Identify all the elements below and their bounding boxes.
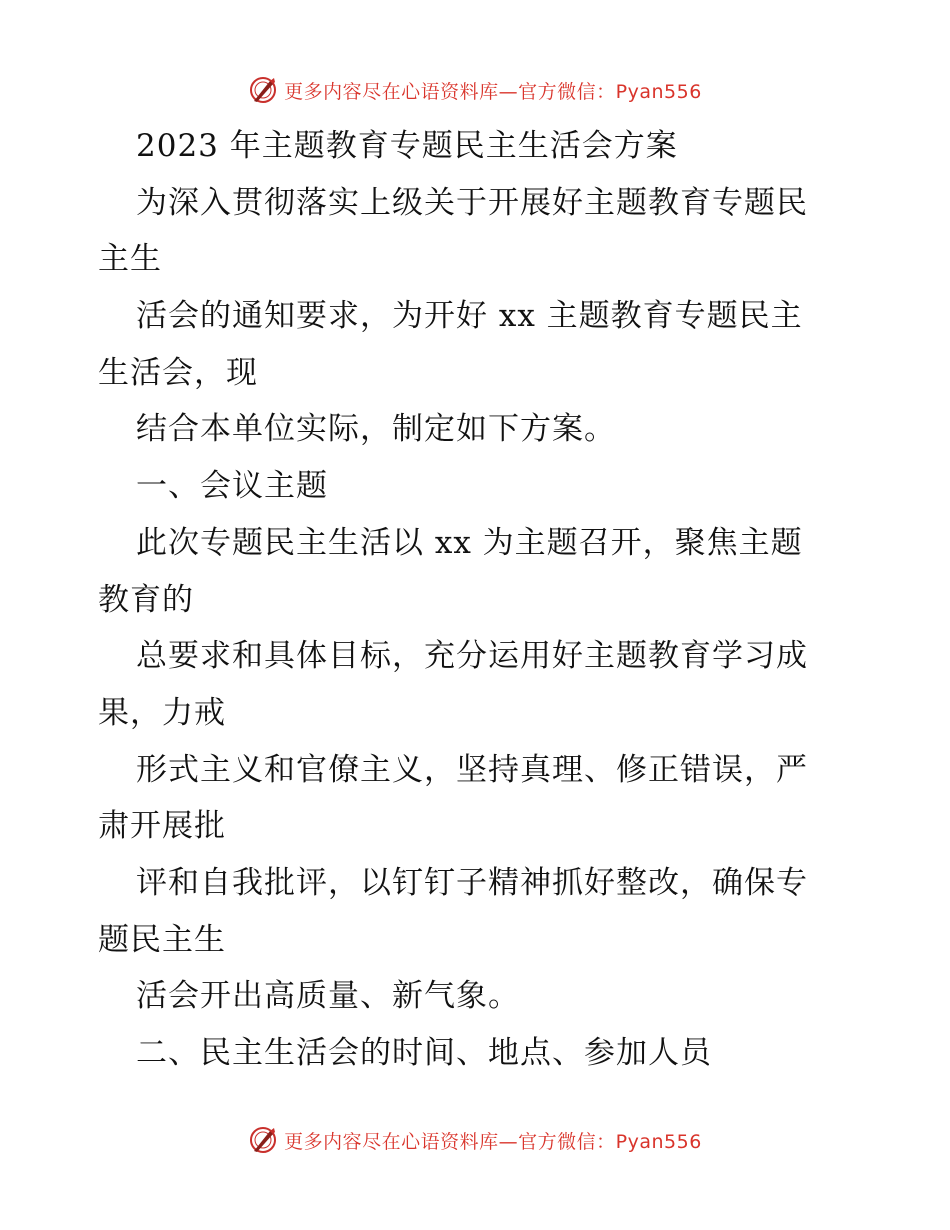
paragraph-line: 活会的通知要求，为开好 xx 主题教育专题民主 <box>136 298 803 335</box>
section-heading: 一、会议主题 <box>136 468 328 505</box>
watermark-footer <box>0 1120 950 1160</box>
paragraph-line: 总要求和具体目标，充分运用好主题教育学习成 <box>136 638 808 675</box>
section-heading: 二、民主生活会的时间、地点、参加人员 <box>136 1035 712 1071</box>
paragraph-line: 形式主义和官僚主义，坚持真理、修正错误，严 <box>136 751 808 788</box>
paragraph-line: 结合本单位实际，制定如下方案。 <box>136 411 616 448</box>
document-title: 2023 年主题教育专题民主生活会方案 <box>136 128 678 164</box>
quill-pen-seal-icon <box>248 1125 278 1155</box>
paragraph-line: 教育的 <box>98 581 194 618</box>
paragraph-line: 为深入贯彻落实上级关于开展好主题教育专题民 <box>136 184 808 221</box>
watermark-text: 更多内容尽在心语资料库—官方微信：Pyan556 <box>284 1130 702 1153</box>
watermark-text: 更多内容尽在心语资料库—官方微信：Pyan556 <box>284 80 702 103</box>
document-body <box>98 118 858 1082</box>
paragraph-line: 肃开展批 <box>98 808 226 845</box>
paragraph-line: 评和自我批评，以钉钉子精神抓好整改，确保专 <box>136 864 808 901</box>
paragraph-line: 此次专题民主生活以 xx 为主题召开，聚焦主题 <box>136 524 803 561</box>
quill-pen-seal-icon <box>248 75 278 105</box>
paragraph-line: 活会开出高质量、新气象。 <box>136 978 520 1015</box>
paragraph-line: 题民主生 <box>98 921 226 958</box>
paragraph-line: 生活会，现 <box>98 354 258 391</box>
watermark-header <box>0 70 950 110</box>
paragraph-line: 果，力戒 <box>98 694 226 731</box>
paragraph-line: 主生 <box>98 241 162 278</box>
